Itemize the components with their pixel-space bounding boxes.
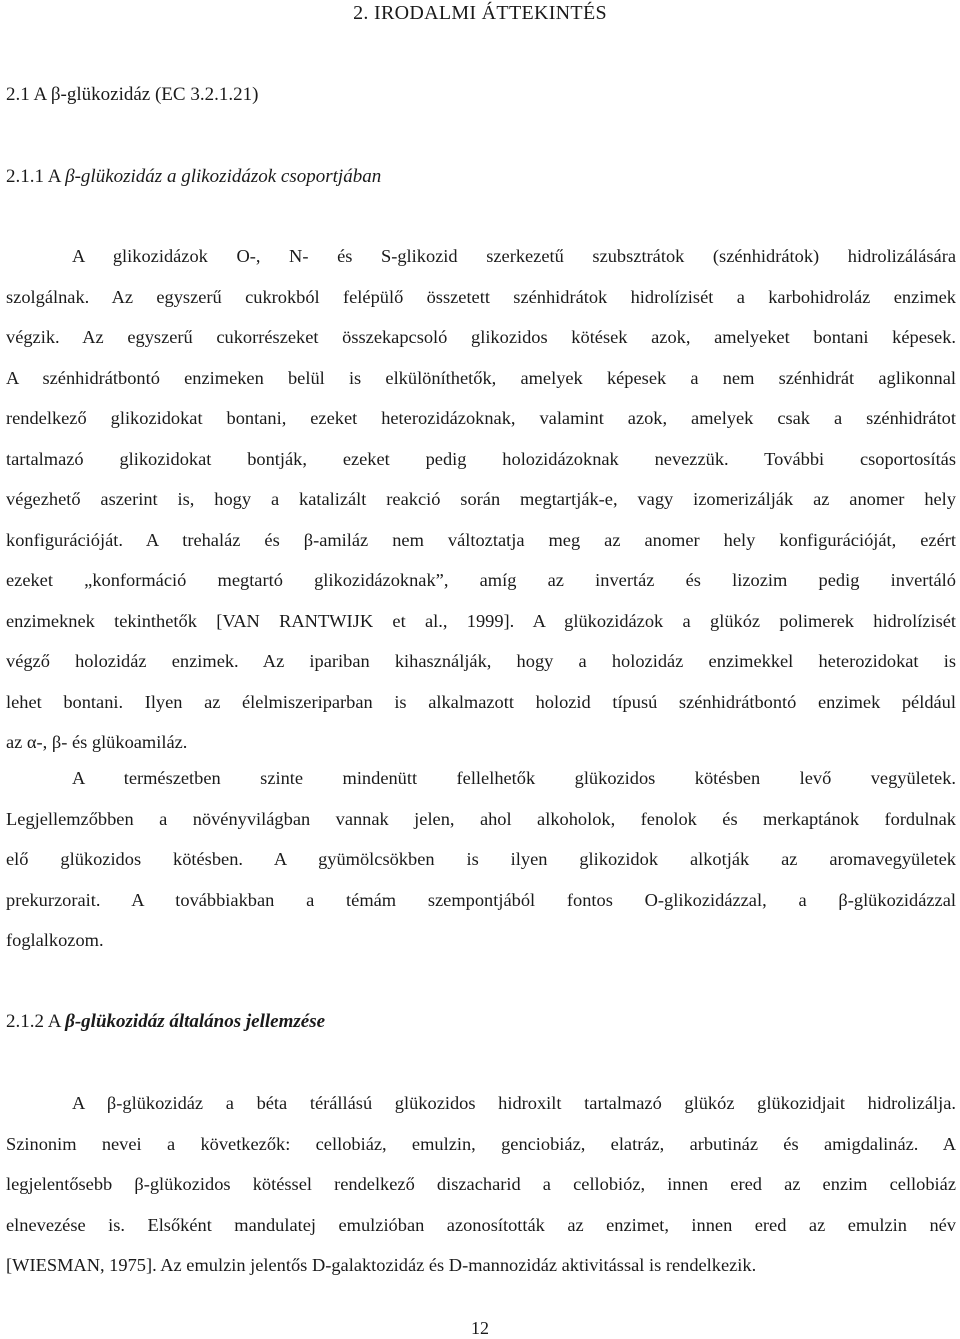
subsection-number: 2.1.1 A [6, 166, 66, 187]
text-line: végezhető aszerint is, hogy a katalizált reakció során megtartják-e, vagy izomerizálják az anomer hely [6, 489, 956, 509]
text-line: ezeket „konformáció megtartó glikozidázoknak”, amíg az invertáz és lizozim pedig invertáló [6, 570, 956, 590]
text-line: lehet bontani. Ilyen az élelmiszeriparban is alkalmazott holozid típusú szénhidrátbontó enzimek például [6, 691, 956, 712]
text-line: A β-glükozidáz a béta térállású glükozidos hidroxilt tartalmazó glükóz glükozidjait hidrolizálja. [72, 1093, 956, 1113]
text-line: végzik. Az egyszerű cukorrészeket összekapcsoló glikozidos kötések azok, amelyeket bontani képesek. [6, 327, 956, 347]
text-line: foglalkozom. [6, 930, 104, 950]
text-line: A természetben szinte mindenütt fellelhetők glükozidos kötésben levő vegyületek. [72, 768, 956, 788]
chapter-title: 2. IRODALMI ÁTTEKINTÉS [353, 2, 607, 24]
paragraph-glikozidazok [6, 236, 956, 763]
text-line: A szénhidrátbontó enzimeken belül is elkülöníthetők, amelyek képesek a nem szénhidrát aglikonnal [6, 367, 956, 388]
text-line: legjelentősebb β-glükozidos kötéssel rendelkező diszacharid a cellobióz, innen ered az enzim cellobiáz [6, 1174, 956, 1194]
subsection-title: β-glükozidáz a glikozidázok csoportjában [65, 166, 382, 187]
text-line: enzimeknek tekinthetők [VAN RANTWIJK et al., 1999]. A glükozidázok a glükóz polimerek hidrolízisét [6, 610, 956, 631]
page-number: 12 [471, 1318, 489, 1338]
text-line: szolgálnak. Az egyszerű cukrokból felépülő összetett szénhidrátok hidrolízisét a karbohidroláz enzimek [6, 286, 956, 307]
paragraph-beta-glukozidaz [6, 1083, 956, 1286]
section-heading: 2.1 A β-glükozidáz (EC 3.2.1.21) [6, 84, 259, 105]
text-line: az α-, β- és glükoamiláz. [6, 732, 188, 752]
paragraph-termeszetben [6, 758, 956, 961]
text-line: A glikozidázok O-, N- és S-glikozid szerkezetű szubsztrátok (szénhidrátok) hidrolizálására [72, 246, 956, 266]
subsection-heading-1 [6, 166, 381, 188]
text-line: Szinonim nevei a következők: cellobiáz, emulzin, genciobiáz, elatráz, arbutináz és amigdalináz. A [6, 1133, 956, 1154]
subsection-heading-2 [6, 1011, 325, 1033]
text-line: elnevezése is. Elsőként mandulatej emulzióban azonosították az enzimet, innen ered az emulzin név [6, 1214, 956, 1235]
text-line: Legjellemzőbben a növényvilágban vannak jelen, ahol alkoholok, fenolok és merkaptánok fordulnak [6, 808, 956, 829]
text-line: elő glükozidos kötésben. A gyümölcsökben is ilyen glikozidok alkotják az aromavegyületek [6, 849, 956, 869]
text-line: prekurzorait. A továbbiakban a témám szempontjából fontos O-glikozidázzal, a β-glükozidázzal [6, 889, 956, 910]
text-line: [WIESMAN, 1975]. Az emulzin jelentős D-galaktozidáz és D-mannozidáz aktivitással is rendelkezik. [6, 1255, 757, 1275]
text-line: rendelkező glikozidokat bontani, ezeket heterozidázoknak, valamint azok, amelyek csak a szénhidrátot [6, 408, 956, 428]
text-line: konfigurációját. A trehaláz és β-amiláz nem változtatja meg az anomer hely konfigurációját, ezért [6, 529, 956, 550]
text-line: végző holozidáz enzimek. Az ipariban kihasználják, hogy a holozidáz enzimekkel heterozidokat is [6, 651, 956, 671]
subsection-number: 2.1.2 A [6, 1011, 66, 1032]
text-line: tartalmazó glikozidokat bontják, ezeket pedig holozidázoknak nevezzük. További csoportosítás [6, 448, 956, 469]
subsection-title: β-glükozidáz általános jellemzése [65, 1011, 326, 1032]
